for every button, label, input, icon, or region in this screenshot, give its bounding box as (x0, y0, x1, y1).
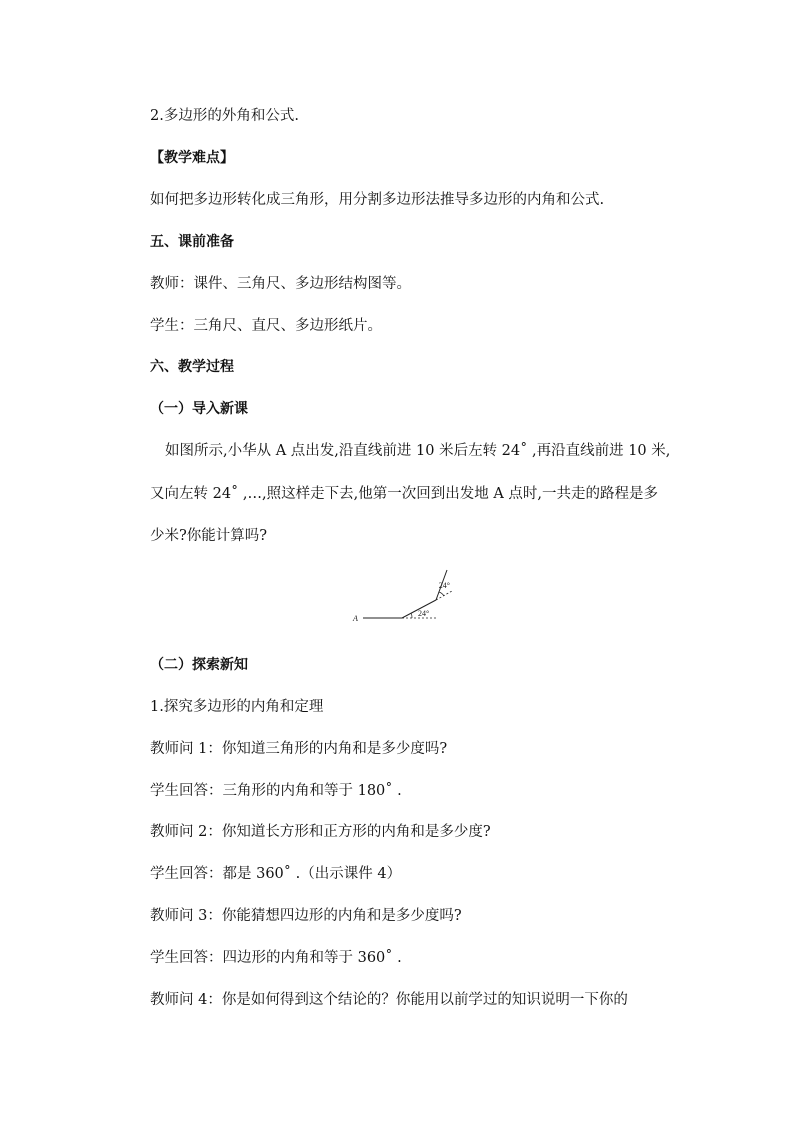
text-line-18: 教师问 3：你能猜想四边形的内角和是多少度吗? (150, 908, 462, 924)
text-line-19: 学生回答：四边形的内角和等于 360˚ . (150, 950, 402, 966)
section-heading-teaching-difficulty: 【教学难点】 (150, 150, 234, 166)
text-line-20: 教师问 4：你是如何得到这个结论的？你能用以前学过的知识说明一下你的 (150, 992, 628, 1008)
figure-angle-label-2: 24° (438, 581, 450, 590)
figure-point-label: A (353, 614, 358, 623)
figure-angle-arc-1 (411, 613, 412, 618)
text-line-6: 学生：三角尺、直尺、多边形纸片。 (150, 318, 382, 334)
text-line-9: 如图所示,小华从 A 点出发,沿直线前进 10 米后左转 24˚ ,再沿直线前进 10 米, (165, 443, 671, 459)
text-line-16: 教师问 2：你知道长方形和正方形的内角和是多少度? (150, 824, 491, 840)
angle-figure (348, 566, 448, 626)
text-line-5: 教师：课件、三角尺、多边形结构图等。 (150, 276, 411, 292)
text-line-15: 学生回答：三角形的内角和等于 180˚ . (150, 783, 402, 799)
text-line-14: 教师问 1：你知道三角形的内角和是多少度吗? (150, 741, 448, 757)
text-line-1: 2.多边形的外角和公式. (150, 108, 299, 124)
text-line-3: 如何把多边形转化成三角形，用分割多边形法推导多边形的内角和公式. (150, 192, 605, 208)
angle-figure-svg (348, 566, 448, 626)
text-line-10: 又向左转 24˚ ,…,照这样走下去,他第一次回到出发地 A 点时,一共走的路程是多 (150, 486, 659, 502)
text-line-11: 少米?你能计算吗? (150, 528, 268, 544)
figure-angle-arc-2 (439, 592, 444, 596)
section-heading-preparation: 五、课前准备 (150, 234, 234, 250)
subsection-heading-intro: （一）导入新课 (150, 401, 248, 417)
subsection-heading-explore: （二）探索新知 (150, 657, 248, 673)
text-line-17: 学生回答：都是 360˚ .（出示课件 4） (150, 866, 402, 882)
text-line-13: 1.探究多边形的内角和定理 (150, 699, 324, 715)
section-heading-teaching-process: 六、教学过程 (150, 359, 234, 375)
figure-angle-label-1: 24° (418, 609, 430, 618)
